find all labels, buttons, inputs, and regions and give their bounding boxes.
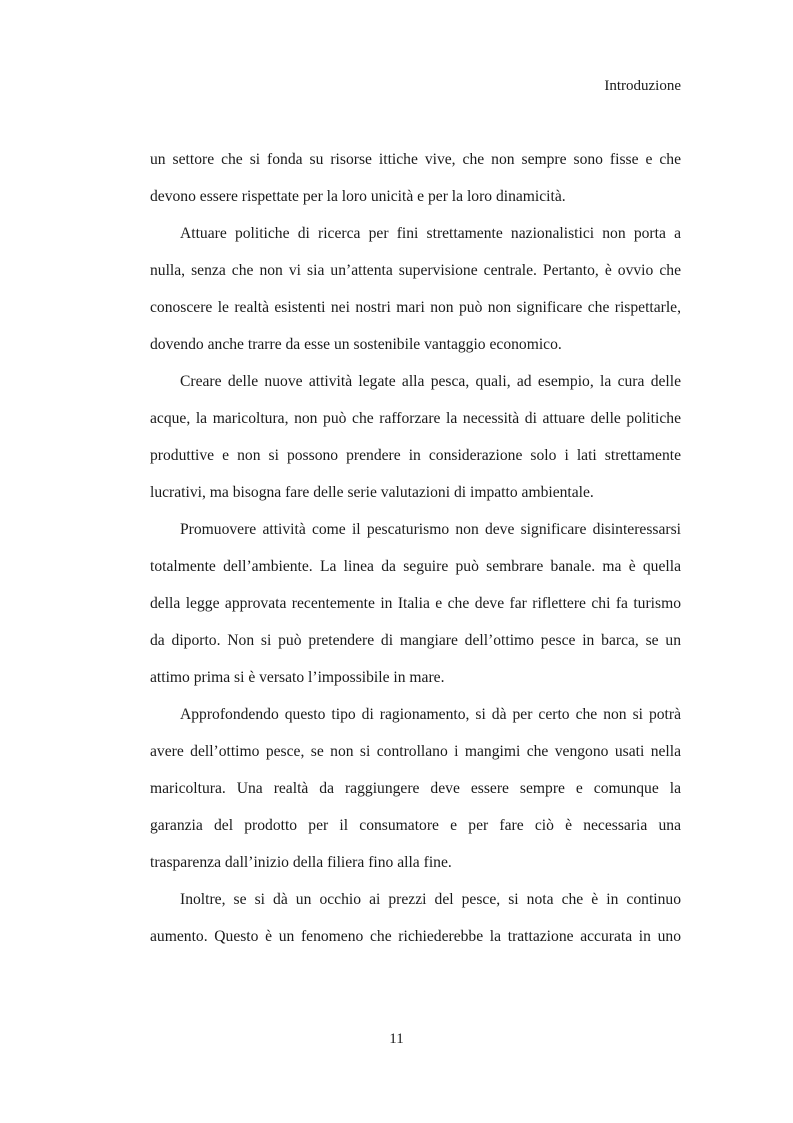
text-line: Approfondendo questo tipo di ragionamento, si dà per certo che non si potrà: [180, 706, 681, 723]
text-line: da diporto. Non si può pretendere di mangiare dell’ottimo pesce in barca, se un: [150, 632, 681, 649]
text-line: Attuare politiche di ricerca per fini strettamente nazionalistici non porta a: [180, 225, 681, 242]
text-line: devono essere rispettate per la loro unicità e per la loro dinamicità.: [150, 188, 566, 205]
text-line: Inoltre, se si dà un occhio ai prezzi del pesce, si nota che è in continuo: [180, 891, 681, 908]
text-line: maricoltura. Una realtà da raggiungere deve essere sempre e comunque la: [150, 780, 681, 797]
text-line: garanzia del prodotto per il consumatore e per fare ciò è necessaria una: [150, 817, 681, 834]
text-line: nulla, senza che non vi sia un’attenta supervisione centrale. Pertanto, è ovvio che: [150, 262, 681, 279]
text-line: lucrativi, ma bisogna fare delle serie valutazioni di impatto ambientale.: [150, 484, 594, 501]
text-line: totalmente dell’ambiente. La linea da seguire può sembrare banale. ma è quella: [150, 558, 681, 575]
text-line: attimo prima si è versato l’impossibile in mare.: [150, 669, 445, 686]
text-line: conoscere le realtà esistenti nei nostri mari non può non significare che rispettarle,: [150, 299, 681, 316]
text-line: trasparenza dall’inizio della filiera fino alla fine.: [150, 854, 452, 871]
text-line: Promuovere attività come il pescaturismo non deve significare disinteressarsi: [180, 521, 681, 538]
text-line: produttive e non si possono prendere in considerazione solo i lati strettamente: [150, 447, 681, 464]
text-line: aumento. Questo è un fenomeno che richiederebbe la trattazione accurata in uno: [150, 928, 681, 945]
body-text: [150, 148, 681, 962]
text-line: avere dell’ottimo pesce, se non si controllano i mangimi che vengono usati nella: [150, 743, 681, 760]
running-header: Introduzione: [604, 78, 681, 94]
page-number: 11: [389, 1031, 404, 1047]
text-line: della legge approvata recentemente in Italia e che deve far riflettere chi fa turismo: [150, 595, 681, 612]
text-line: dovendo anche trarre da esse un sostenibile vantaggio economico.: [150, 336, 562, 353]
text-line: acque, la maricoltura, non può che rafforzare la necessità di attuare delle politiche: [150, 410, 681, 427]
text-line: Creare delle nuove attività legate alla pesca, quali, ad esempio, la cura delle: [180, 373, 681, 390]
text-line: un settore che si fonda su risorse ittiche vive, che non sempre sono fisse e che: [150, 151, 681, 168]
